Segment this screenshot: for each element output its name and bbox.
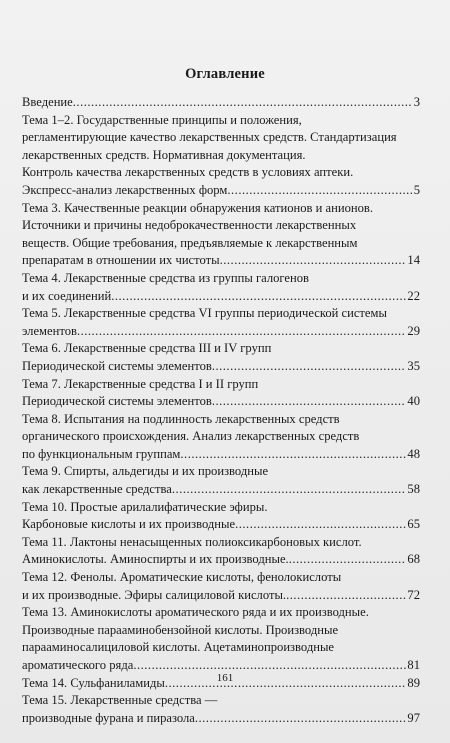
table-of-contents xyxy=(22,94,420,727)
toc-entry-text: регламентирующие качество лекарственных средств. Стандартизация xyxy=(22,130,397,145)
dot-leader xyxy=(289,551,407,569)
toc-entry-line xyxy=(22,569,420,587)
toc-entry-text: Аминокислоты. Аминоспирты и их производные. xyxy=(22,552,289,567)
toc-entry-text: по функциональным группам xyxy=(22,446,181,461)
toc-entry xyxy=(22,463,420,498)
toc-entry-line xyxy=(22,112,420,130)
toc-entry-text: Источники и причины недоброкачественности лекарственных xyxy=(22,218,357,233)
toc-page-number: 48 xyxy=(407,446,420,461)
dot-leader xyxy=(77,323,406,341)
toc-entry-line xyxy=(22,692,420,710)
toc-entry-last-line xyxy=(22,288,420,306)
toc-entry xyxy=(22,604,420,674)
toc-entry-last-line xyxy=(22,323,420,341)
toc-page-number: 14 xyxy=(407,253,420,268)
toc-entry-text: Экспресс-анализ лекарственных форм xyxy=(22,182,228,197)
toc-entry-last-line xyxy=(22,587,420,605)
toc-entry-text: как лекарственные средства xyxy=(22,482,172,497)
toc-page-number: 72 xyxy=(407,587,420,602)
toc-entry-line xyxy=(22,604,420,622)
toc-page-number: 68 xyxy=(407,552,420,567)
toc-entry xyxy=(22,534,420,569)
toc-entry-text: Тема 14. Сульфаниламиды xyxy=(22,675,165,690)
toc-entry xyxy=(22,305,420,340)
toc-page-number: 3 xyxy=(413,95,420,109)
toc-entry-text: Тема 5. Лекарственные средства VI группы периодической системы xyxy=(22,306,387,321)
toc-entry-line xyxy=(22,622,420,640)
toc-entry-line xyxy=(22,376,420,394)
toc-entry-last-line xyxy=(22,710,420,728)
toc-page-number: 35 xyxy=(407,358,420,373)
toc-page-number: 81 xyxy=(407,658,420,672)
toc-entry-line xyxy=(22,428,420,446)
toc-entry-text: Тема 13. Аминокислоты ароматического ряда и их производные. xyxy=(22,605,369,620)
toc-entry xyxy=(22,569,420,604)
toc-entry-last-line xyxy=(22,252,420,270)
toc-entry-text: элементов xyxy=(22,323,77,338)
toc-entry-text: Тема 10. Простые арилалифатические эфиры. xyxy=(22,499,268,514)
toc-entry-text: Контроль качества лекарственных средств в условиях аптеки. xyxy=(22,165,354,180)
toc-entry xyxy=(22,411,420,464)
dot-leader xyxy=(111,288,406,306)
toc-entry xyxy=(22,270,420,305)
dot-leader xyxy=(195,710,407,728)
toc-entry xyxy=(22,112,420,200)
dot-leader xyxy=(286,587,406,605)
page-number: 161 xyxy=(216,672,234,684)
toc-entry-last-line xyxy=(22,516,420,534)
toc-entry-text: и их соединений xyxy=(22,288,112,303)
toc-page-number: 5 xyxy=(413,182,420,197)
toc-entry-text: Тема 15. Лекарственные средства — xyxy=(22,693,218,708)
toc-entry-line xyxy=(22,463,420,481)
dot-leader xyxy=(235,516,406,534)
toc-entry-line xyxy=(22,340,420,358)
toc-entry-last-line xyxy=(22,551,420,569)
toc-entry-line xyxy=(22,639,420,657)
toc-entry-line xyxy=(22,270,420,288)
toc-page-number: 22 xyxy=(407,288,420,303)
dot-leader xyxy=(220,252,407,270)
toc-entry-text: Карбоновые кислоты и их производные xyxy=(22,517,236,532)
toc-entry-text: Тема 7. Лекарственные средства I и II групп xyxy=(22,376,259,391)
toc-entry-text: и их производные. Эфиры салициловой кислоты. xyxy=(22,587,287,602)
toc-entry xyxy=(22,200,420,270)
toc-entry-text: лекарственных средств. Нормативная документация. xyxy=(22,147,306,162)
dot-leader xyxy=(212,393,407,411)
toc-entry-last-line xyxy=(22,182,420,200)
dot-leader xyxy=(212,358,407,376)
toc-entry-text: Тема 12. Фенолы. Ароматические кислоты, фенолокислоты xyxy=(22,570,342,585)
toc-page-number: 97 xyxy=(407,710,420,725)
toc-entry-text: препаратам в отношении их чистоты xyxy=(22,253,220,268)
toc-entry-line xyxy=(22,411,420,429)
dot-leader xyxy=(73,94,413,112)
page-title: Оглавление xyxy=(185,66,265,82)
toc-entry-text: производные фурана и пиразола xyxy=(22,710,195,725)
toc-entry-last-line xyxy=(22,94,420,112)
toc-entry-text: Производные парааминобензойной кислоты. Производные xyxy=(22,622,339,637)
toc-entry xyxy=(22,340,420,375)
toc-entry-last-line xyxy=(22,393,420,411)
toc-entry-line xyxy=(22,147,420,165)
toc-page-number: 40 xyxy=(407,394,420,409)
toc-entry-text: ароматического ряда xyxy=(22,658,134,672)
toc-entry xyxy=(22,499,420,534)
toc-entry-line xyxy=(22,534,420,552)
toc-entry-text: Тема 9. Спирты, альдегиды и их производные xyxy=(22,464,269,479)
dot-leader xyxy=(172,481,407,499)
toc-entry-text: Тема 4. Лекарственные средства из группы галогенов xyxy=(22,270,310,285)
toc-entry-last-line xyxy=(22,358,420,376)
toc-entry-line xyxy=(22,129,420,147)
toc-entry-text: парааминосалициловой кислоты. Ацетаминопроизводные xyxy=(22,640,335,655)
toc-entry xyxy=(22,692,420,727)
toc-page-number: 65 xyxy=(407,517,420,532)
toc-entry-line xyxy=(22,217,420,235)
toc-entry-last-line xyxy=(22,481,420,499)
toc-entry-line xyxy=(22,235,420,253)
toc-entry-text: веществ. Общие требования, предъявляемые к лекарственным xyxy=(22,235,358,250)
toc-entry-last-line xyxy=(22,446,420,464)
toc-entry-text: Периодической системы элементов xyxy=(22,358,212,373)
toc-page-number: 89 xyxy=(407,675,420,690)
toc-entry-text: Тема 3. Качественные реакции обнаружения катионов и анионов. xyxy=(22,200,374,215)
dot-leader xyxy=(180,446,406,464)
toc-entry-line xyxy=(22,305,420,323)
toc-entry-text: Тема 8. Испытания на подлинность лекарственных средств xyxy=(22,411,340,426)
toc-page-number: 58 xyxy=(407,482,420,497)
toc-entry-text: органического происхождения. Анализ лекарственных средств xyxy=(22,429,360,444)
toc-entry-line xyxy=(22,499,420,517)
dot-leader xyxy=(227,182,412,200)
toc-page-number: 29 xyxy=(407,323,420,338)
toc-entry-text: Тема 6. Лекарственные средства III и IV групп xyxy=(22,341,272,356)
toc-entry-line xyxy=(22,164,420,182)
toc-entry xyxy=(22,376,420,411)
toc-entry-text: Тема 1–2. Государственные принципы и положения, xyxy=(22,112,302,127)
toc-entry-text: Введение xyxy=(22,95,73,109)
toc-entry-text: Периодической системы элементов xyxy=(22,394,212,409)
toc-entry-text: Тема 11. Лактоны ненасыщенных полиоксикарбоновых кислот. xyxy=(22,534,362,549)
toc-entry-line xyxy=(22,200,420,218)
toc-entry xyxy=(22,94,420,112)
